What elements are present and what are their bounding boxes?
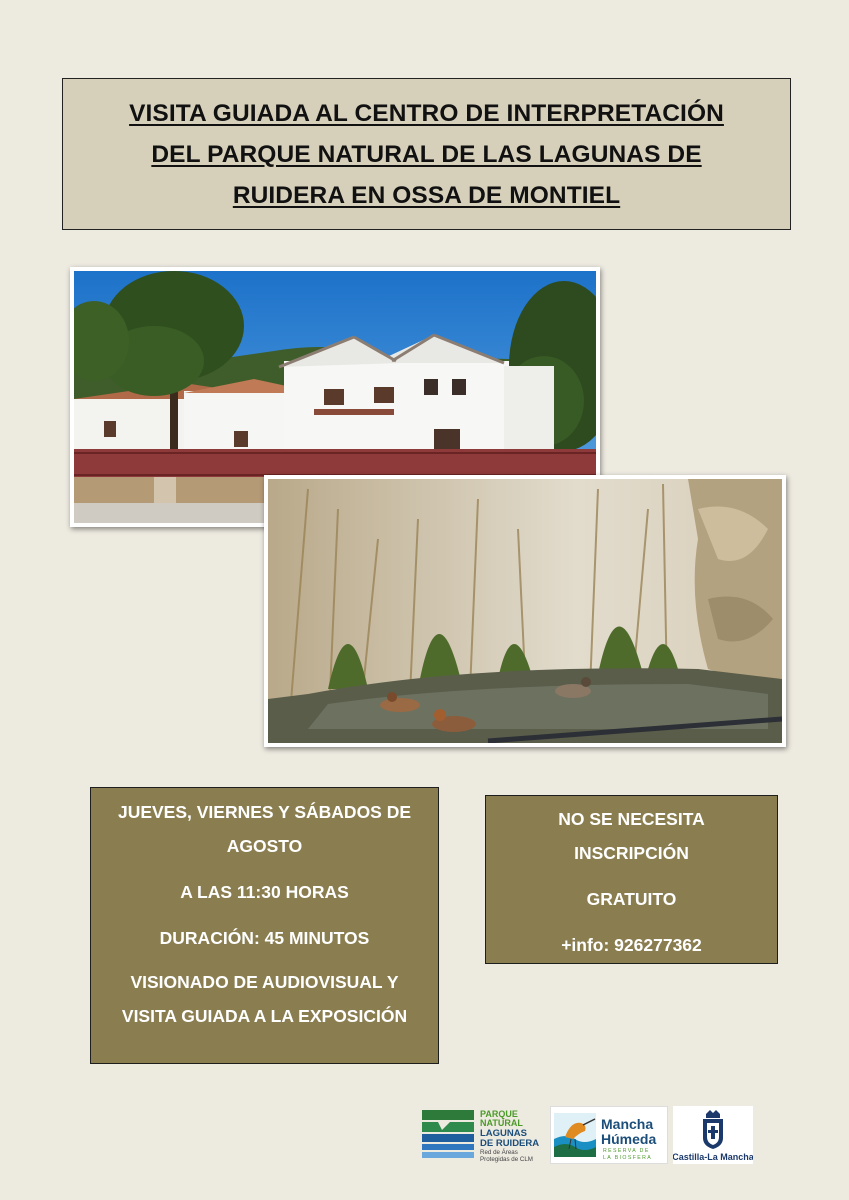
title-line-1: VISITA GUIADA AL CENTRO DE INTERPRETACIÓN (129, 99, 724, 127)
schedule-days-line-1: JUEVES, VIERNES Y SÁBADOS DE (117, 802, 412, 822)
parque-natural-logo (420, 1106, 550, 1164)
title-box (62, 78, 791, 230)
registration-info-phone: +info: 926277362 (561, 935, 702, 955)
mancha-logo-line-3: RESERVA DE (603, 1148, 650, 1154)
parque-logo-line-6: Protegidas de CLM (480, 1156, 533, 1163)
registration-line-2: INSCRIPCIÓN (574, 843, 689, 863)
schedule-duration: DURACIÓN: 45 MINUTOS (159, 928, 370, 948)
schedule-box (90, 787, 439, 1064)
registration-box (485, 795, 778, 964)
title-line-3: RUIDERA EN OSSA DE MONTIEL (232, 181, 621, 209)
registration-line-1: NO SE NECESITA (558, 809, 705, 829)
schedule-activity-line-1: VISIONADO DE AUDIOVISUAL Y (130, 972, 399, 992)
title-line-2: DEL PARQUE NATURAL DE LAS LAGUNAS DE (151, 140, 702, 168)
parque-logo-line-1: PARQUE (480, 1109, 518, 1119)
mancha-humeda-logo (550, 1106, 668, 1164)
mancha-logo-line-4: LA BIOSFERA (603, 1155, 653, 1161)
mancha-logo-line-2: Húmeda (601, 1131, 657, 1147)
clm-logo-label: Castilla-La Mancha (673, 1152, 753, 1162)
schedule-days-line-2: AGOSTO (226, 836, 303, 856)
registration-price: GRATUITO (586, 889, 677, 909)
exhibit-photo (264, 475, 786, 747)
mancha-logo-line-1: Mancha (601, 1116, 654, 1132)
schedule-time: A LAS 11:30 HORAS (180, 882, 349, 902)
schedule-activity-line-2: VISITA GUIADA A LA EXPOSICIÓN (121, 1006, 408, 1026)
parque-logo-line-2: NATURAL (480, 1118, 523, 1128)
parque-logo-line-5: Red de Áreas (480, 1149, 518, 1156)
castilla-la-mancha-logo (673, 1106, 753, 1164)
parque-logo-line-3: LAGUNAS (480, 1128, 527, 1139)
parque-logo-line-4: DE RUIDERA (480, 1138, 540, 1149)
